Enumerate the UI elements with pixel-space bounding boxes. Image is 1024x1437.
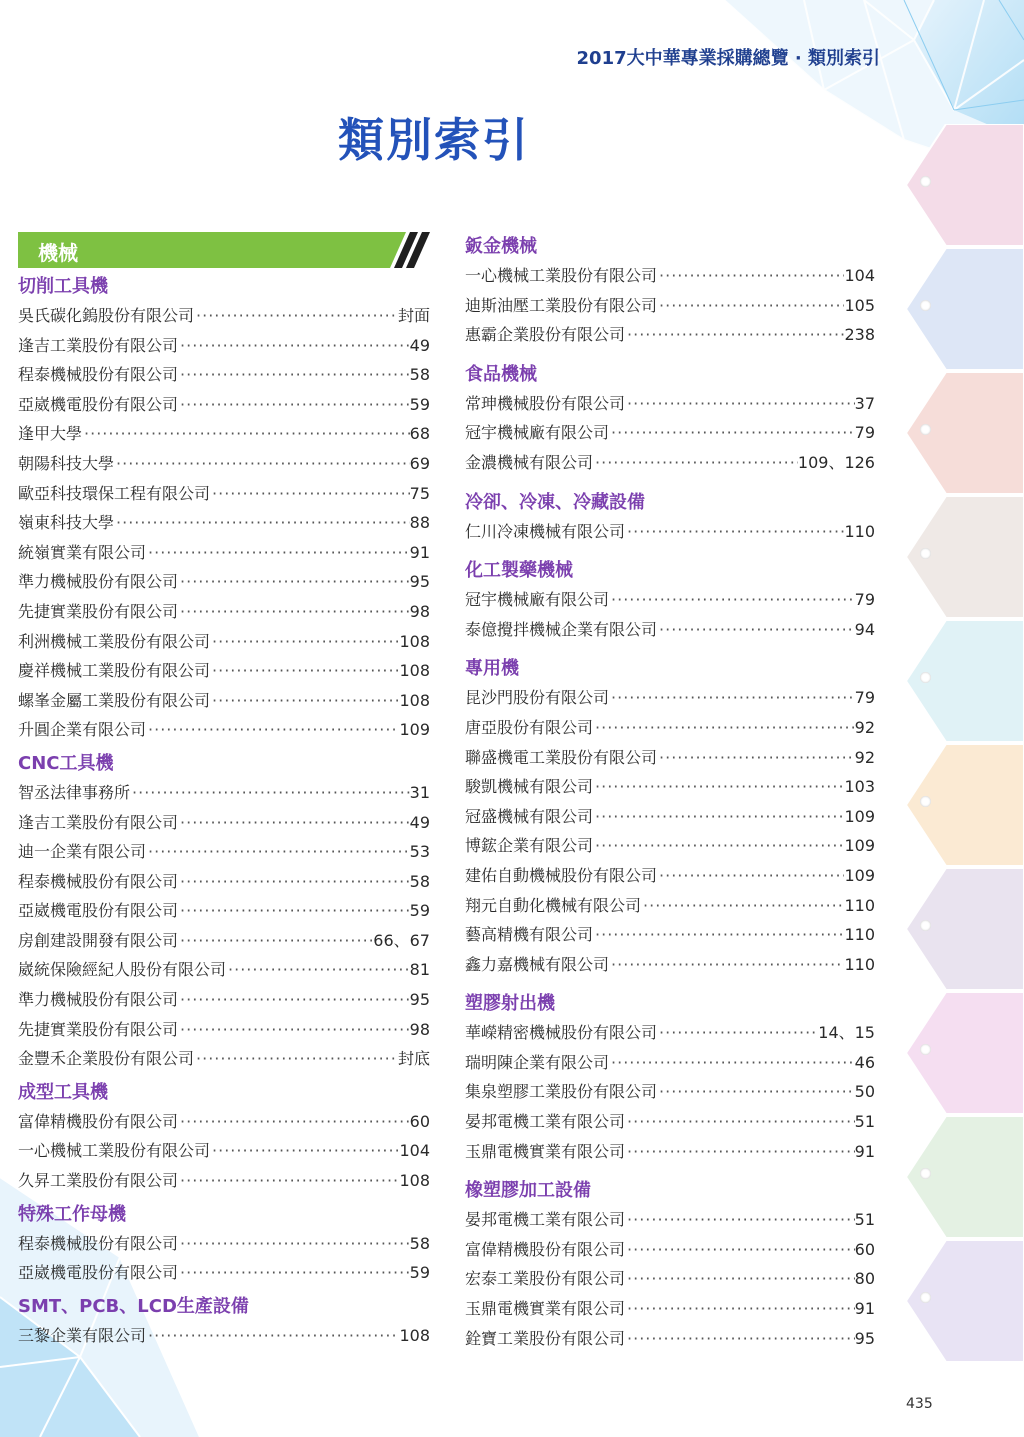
dot-leader (625, 1205, 855, 1235)
index-entry (18, 331, 430, 361)
company-name: 博鋐企業有限公司 (465, 836, 594, 856)
company-name: 亞崴機電股份有限公司 (18, 394, 179, 414)
company-name: 鑫力嘉機械有限公司 (465, 954, 610, 974)
dot-leader (146, 837, 410, 867)
page-ref: 94 (854, 619, 875, 639)
index-entry (18, 301, 430, 331)
company-name: 逢吉工業股份有限公司 (18, 335, 179, 355)
dot-leader (178, 331, 410, 361)
company-name: 玉鼎電機實業有限公司 (465, 1299, 626, 1319)
dot-leader (609, 1048, 855, 1078)
index-entry (18, 926, 430, 956)
page-ref: 95 (854, 1328, 875, 1348)
dot-leader (82, 419, 410, 449)
index-entry (465, 1205, 875, 1235)
company-name: 迪斯油壓工業股份有限公司 (465, 295, 658, 315)
index-entry (18, 1044, 430, 1074)
dot-leader (657, 615, 855, 645)
index-entry (18, 837, 430, 867)
dot-leader (609, 950, 844, 980)
section-title: 塑膠射出機 (465, 993, 555, 1015)
index-entry (18, 1107, 430, 1137)
index-tab (906, 248, 1024, 370)
index-section (465, 488, 875, 547)
dot-leader (210, 1136, 399, 1166)
page-ref: 58 (409, 871, 430, 891)
index-entry (18, 715, 430, 745)
page-ref: 108 (399, 690, 430, 710)
tab-hole (920, 300, 931, 311)
dot-leader (178, 360, 410, 390)
company-name: 玉鼎電機實業有限公司 (465, 1141, 626, 1161)
dot-leader (593, 448, 798, 478)
index-tab (906, 1116, 1024, 1238)
company-name: 亞崴機電股份有限公司 (18, 1263, 179, 1283)
company-name: 程泰機械股份有限公司 (18, 1233, 179, 1253)
page-ref: 49 (409, 812, 430, 832)
tab-hole (920, 1292, 931, 1303)
index-entry (465, 920, 875, 950)
running-header: 2017大中華專業採購總覽 · 類別索引 (576, 48, 880, 69)
index-entry (18, 808, 430, 838)
page-ref: 103 (844, 777, 875, 797)
dot-leader (657, 261, 844, 291)
dot-leader (625, 1264, 855, 1294)
tab-hole (920, 796, 931, 807)
tab-hole (920, 176, 931, 187)
company-name: 利洲機械工業股份有限公司 (18, 631, 211, 651)
dot-leader (178, 597, 410, 627)
tab-hole (920, 672, 931, 683)
index-entry (465, 418, 875, 448)
dot-leader (657, 1077, 855, 1107)
page-ref: 46 (854, 1052, 875, 1072)
dot-leader (178, 867, 410, 897)
category-label: 機械 (38, 241, 78, 265)
index-entry (18, 567, 430, 597)
page-ref: 53 (409, 842, 430, 862)
dot-leader (657, 861, 844, 891)
dot-leader (593, 772, 844, 802)
index-section (465, 1176, 875, 1353)
index-entry (18, 538, 430, 568)
dot-leader (625, 517, 844, 547)
company-name: 聯盛機電工業股份有限公司 (465, 747, 658, 767)
page-ref: 59 (409, 1263, 430, 1283)
company-name: 藝高精機有限公司 (465, 925, 594, 945)
dot-leader (625, 1294, 855, 1324)
company-name: 歐亞科技環保工程有限公司 (18, 483, 211, 503)
dot-leader (226, 955, 410, 985)
dot-leader (178, 1107, 410, 1137)
index-entry (465, 683, 875, 713)
company-name: 華嶸精密機械股份有限公司 (465, 1023, 658, 1043)
index-entry (18, 985, 430, 1015)
index-entry (18, 1321, 430, 1351)
company-name: 瑞明陳企業有限公司 (465, 1052, 610, 1072)
page-ref: 238 (844, 325, 875, 345)
index-entry (18, 867, 430, 897)
dot-leader (178, 808, 410, 838)
section-title: 食品機械 (465, 363, 537, 385)
index-entry (465, 320, 875, 350)
index-entry (465, 831, 875, 861)
index-entry (465, 772, 875, 802)
index-tab (906, 372, 1024, 494)
index-entry (465, 713, 875, 743)
tab-hole (920, 920, 931, 931)
page-ref: 108 (399, 1325, 430, 1345)
index-tab (906, 868, 1024, 990)
index-entry (465, 1235, 875, 1265)
index-entry (18, 419, 430, 449)
index-entry (18, 360, 430, 390)
page-ref: 109 (844, 806, 875, 826)
company-name: 先捷實業股份有限公司 (18, 601, 179, 621)
company-name: 準力機械股份有限公司 (18, 572, 179, 592)
index-section (18, 1292, 430, 1351)
index-tab (906, 496, 1024, 618)
section-title: CNC工具機 (18, 752, 114, 774)
page-ref: 98 (409, 1019, 430, 1039)
index-entry (465, 517, 875, 547)
company-name: 翔元自動化機械有限公司 (465, 895, 642, 915)
company-name: 建佑自動機械股份有限公司 (465, 865, 658, 885)
index-entry (465, 802, 875, 832)
page-title: 類別索引 (338, 113, 530, 167)
company-name: 金濃機械有限公司 (465, 452, 594, 472)
dot-leader (178, 1166, 399, 1196)
index-entry (18, 1136, 430, 1166)
left-column (18, 232, 430, 1350)
page-ref: 79 (854, 688, 875, 708)
page-ref: 31 (409, 782, 430, 802)
company-name: 準力機械股份有限公司 (18, 990, 179, 1010)
dot-leader (114, 508, 410, 538)
company-name: 房創建設開發有限公司 (18, 930, 179, 950)
index-entry (18, 449, 430, 479)
index-tab (906, 620, 1024, 742)
index-entry (465, 291, 875, 321)
page-ref: 37 (854, 393, 875, 413)
page-ref: 58 (409, 1233, 430, 1253)
company-name: 逢甲大學 (18, 424, 83, 444)
dot-leader (593, 831, 844, 861)
dot-leader (114, 449, 410, 479)
company-name: 冠宇機械廠有限公司 (465, 423, 610, 443)
index-entry (465, 891, 875, 921)
index-entry (18, 955, 430, 985)
dot-leader (178, 1229, 410, 1259)
company-name: 逢吉工業股份有限公司 (18, 812, 179, 832)
dot-leader (625, 1324, 855, 1354)
page-ref: 59 (409, 901, 430, 921)
index-entry (465, 1107, 875, 1137)
page-ref: 98 (409, 601, 430, 621)
category-banner (18, 232, 430, 268)
index-section (465, 556, 875, 644)
section-title: 鈑金機械 (465, 236, 537, 257)
index-entry (465, 1264, 875, 1294)
company-name: 晏邦電機工業有限公司 (465, 1112, 626, 1132)
company-name: 冠盛機械有限公司 (465, 806, 594, 826)
company-name: 金豐禾企業股份有限公司 (18, 1049, 195, 1069)
index-entry (465, 585, 875, 615)
index-section (18, 749, 430, 1074)
tab-hole (920, 548, 931, 559)
index-entry (18, 896, 430, 926)
page-ref: 75 (409, 483, 430, 503)
page-ref: 108 (399, 661, 430, 681)
dot-leader (178, 567, 410, 597)
page-ref: 66、67 (373, 930, 430, 950)
page-ref: 110 (844, 521, 875, 541)
section-title: 特殊工作母機 (18, 1203, 126, 1225)
index-section (465, 989, 875, 1166)
tab-hole (920, 1044, 931, 1055)
right-sections (465, 232, 875, 1353)
dot-leader (625, 1235, 855, 1265)
index-entry (465, 1294, 875, 1324)
company-name: 吳氏碳化鎢股份有限公司 (18, 306, 195, 325)
company-name: 泰億攪拌機械企業有限公司 (465, 619, 658, 639)
page-ref: 60 (854, 1239, 875, 1259)
index-entry (18, 656, 430, 686)
dot-leader (146, 538, 410, 568)
company-name: 常珅機械股份有限公司 (465, 393, 626, 413)
company-name: 駿凱機械有限公司 (465, 777, 594, 797)
dot-leader (625, 320, 844, 350)
page-ref: 105 (844, 295, 875, 315)
page-ref: 91 (854, 1141, 875, 1161)
page-ref: 60 (409, 1111, 430, 1131)
page-ref: 92 (854, 717, 875, 737)
page-ref: 91 (409, 542, 430, 562)
page-ref: 91 (854, 1299, 875, 1319)
index-entry (465, 1077, 875, 1107)
company-name: 宏泰工業股份有限公司 (465, 1269, 626, 1289)
page-ref: 109、126 (797, 452, 875, 472)
page-ref: 14、15 (818, 1023, 875, 1043)
page-ref: 95 (409, 990, 430, 1010)
company-name: 升圓企業有限公司 (18, 720, 147, 740)
company-name: 富偉精機股份有限公司 (18, 1111, 179, 1131)
index-entry (465, 615, 875, 645)
index-section (465, 360, 875, 478)
dot-leader (194, 301, 398, 331)
section-title: 橡塑膠加工設備 (465, 1180, 591, 1202)
index-entry (18, 627, 430, 657)
page-ref: 95 (409, 572, 430, 592)
dot-leader (194, 1044, 398, 1074)
page-ref: 51 (854, 1112, 875, 1132)
tab-hole (920, 424, 931, 435)
company-name: 仁川冷凍機械有限公司 (465, 521, 626, 541)
company-name: 慶祥機械工業股份有限公司 (18, 661, 211, 681)
company-name: 一心機械工業股份有限公司 (465, 266, 658, 285)
index-entry (18, 390, 430, 420)
left-sections (18, 272, 430, 1350)
page-ref: 109 (844, 836, 875, 856)
page-ref: 108 (399, 631, 430, 651)
company-name: 先捷實業股份有限公司 (18, 1019, 179, 1039)
page-ref: 104 (844, 266, 875, 285)
dot-leader (609, 683, 855, 713)
index-tab (906, 744, 1024, 866)
index-entry (18, 1015, 430, 1045)
company-name: 富偉精機股份有限公司 (465, 1239, 626, 1259)
page-ref: 88 (409, 513, 430, 533)
dot-leader (593, 713, 855, 743)
index-tab (906, 124, 1024, 246)
dot-leader (609, 585, 855, 615)
page-ref: 79 (854, 590, 875, 610)
category-banner-shape (18, 232, 430, 268)
page-ref: 封底 (397, 1049, 430, 1069)
page-ref: 69 (409, 453, 430, 473)
index-entry (465, 861, 875, 891)
page-ref: 104 (399, 1141, 430, 1161)
index-entry (18, 597, 430, 627)
page-ref: 108 (399, 1171, 430, 1191)
section-title: SMT、PCB、LCD生產設備 (18, 1295, 249, 1317)
index-tab (906, 992, 1024, 1114)
company-name: 唐亞股份有限公司 (465, 717, 594, 737)
index-entry (465, 743, 875, 773)
dot-leader (657, 1018, 818, 1048)
section-title: 專用機 (465, 658, 519, 680)
dot-leader (625, 389, 855, 419)
dot-leader (178, 896, 410, 926)
company-name: 螺峯金屬工業股份有限公司 (18, 690, 211, 710)
page-ref: 80 (854, 1269, 875, 1289)
company-name: 亞崴機電股份有限公司 (18, 901, 179, 921)
index-section (465, 654, 875, 979)
page-ref: 68 (409, 424, 430, 444)
company-name: 朝陽科技大學 (18, 453, 115, 473)
page-ref: 封面 (397, 306, 430, 325)
index-entry (465, 1137, 875, 1167)
index-tab (906, 1240, 1024, 1362)
dot-leader (593, 802, 844, 832)
company-name: 統嶺實業有限公司 (18, 542, 147, 562)
page-ref: 110 (844, 954, 875, 974)
company-name: 冠宇機械廠有限公司 (465, 590, 610, 610)
dot-leader (593, 920, 844, 950)
dot-leader (609, 418, 855, 448)
dot-leader (657, 743, 855, 773)
page-ref: 109 (399, 720, 430, 740)
company-name: 銓寶工業股份有限公司 (465, 1328, 626, 1348)
dot-leader (657, 291, 844, 321)
page-ref: 110 (844, 895, 875, 915)
page-ref: 110 (844, 925, 875, 945)
company-name: 嶺東科技大學 (18, 513, 115, 533)
dot-leader (178, 1258, 410, 1288)
dot-leader (641, 891, 844, 921)
right-column (465, 232, 875, 1353)
dot-leader (210, 656, 399, 686)
dot-leader (625, 1137, 855, 1167)
company-name: 三黎企業有限公司 (18, 1325, 147, 1345)
page-ref: 109 (844, 865, 875, 885)
index-entry (18, 1258, 430, 1288)
company-name: 晏邦電機工業有限公司 (465, 1210, 626, 1230)
index-entry (465, 448, 875, 478)
index-entry (18, 479, 430, 509)
index-entry (465, 261, 875, 291)
company-name: 惠霸企業股份有限公司 (465, 325, 626, 345)
index-entry (465, 950, 875, 980)
index-section (18, 1078, 430, 1196)
company-name: 昆沙門股份有限公司 (465, 688, 610, 708)
company-name: 程泰機械股份有限公司 (18, 871, 179, 891)
page-number: 435 (906, 1396, 933, 1412)
dot-leader (178, 390, 410, 420)
dot-leader (210, 627, 399, 657)
section-title: 化工製藥機械 (465, 560, 573, 582)
company-name: 崴統保險經紀人股份有限公司 (18, 960, 227, 980)
dot-leader (178, 1015, 410, 1045)
dot-leader (625, 1107, 855, 1137)
dot-leader (210, 686, 399, 716)
section-title: 切削工具機 (18, 276, 108, 297)
index-entry (465, 1324, 875, 1354)
index-entry (465, 389, 875, 419)
index-entry (18, 1166, 430, 1196)
tab-hole (920, 1168, 931, 1179)
company-name: 智丞法律事務所 (18, 782, 131, 802)
index-section (465, 232, 875, 350)
dot-leader (130, 778, 410, 808)
page-ref: 79 (854, 423, 875, 443)
section-title: 成型工具機 (18, 1081, 108, 1103)
page-ref: 50 (854, 1082, 875, 1102)
company-name: 迪一企業有限公司 (18, 842, 147, 862)
page-ref: 51 (854, 1210, 875, 1230)
company-name: 久昇工業股份有限公司 (18, 1171, 179, 1191)
company-name: 程泰機械股份有限公司 (18, 365, 179, 385)
index-entry (18, 1229, 430, 1259)
section-title: 冷卻、冷凍、冷藏設備 (465, 491, 645, 513)
dot-leader (146, 1321, 399, 1351)
company-name: 一心機械工業股份有限公司 (18, 1141, 211, 1161)
index-entry (18, 778, 430, 808)
page-ref: 59 (409, 394, 430, 414)
company-name: 集泉塑膠工業股份有限公司 (465, 1082, 658, 1102)
dot-leader (178, 926, 373, 956)
index-entry (18, 508, 430, 538)
index-section (18, 272, 430, 745)
dot-leader (210, 479, 410, 509)
dot-leader (178, 985, 410, 1015)
dot-leader (146, 715, 399, 745)
page-ref: 92 (854, 747, 875, 767)
page-ref: 58 (409, 365, 430, 385)
page-ref: 81 (409, 960, 430, 980)
index-entry (465, 1048, 875, 1078)
index-section (18, 1200, 430, 1288)
page-ref: 49 (409, 335, 430, 355)
index-entry (465, 1018, 875, 1048)
index-entry (18, 686, 430, 716)
